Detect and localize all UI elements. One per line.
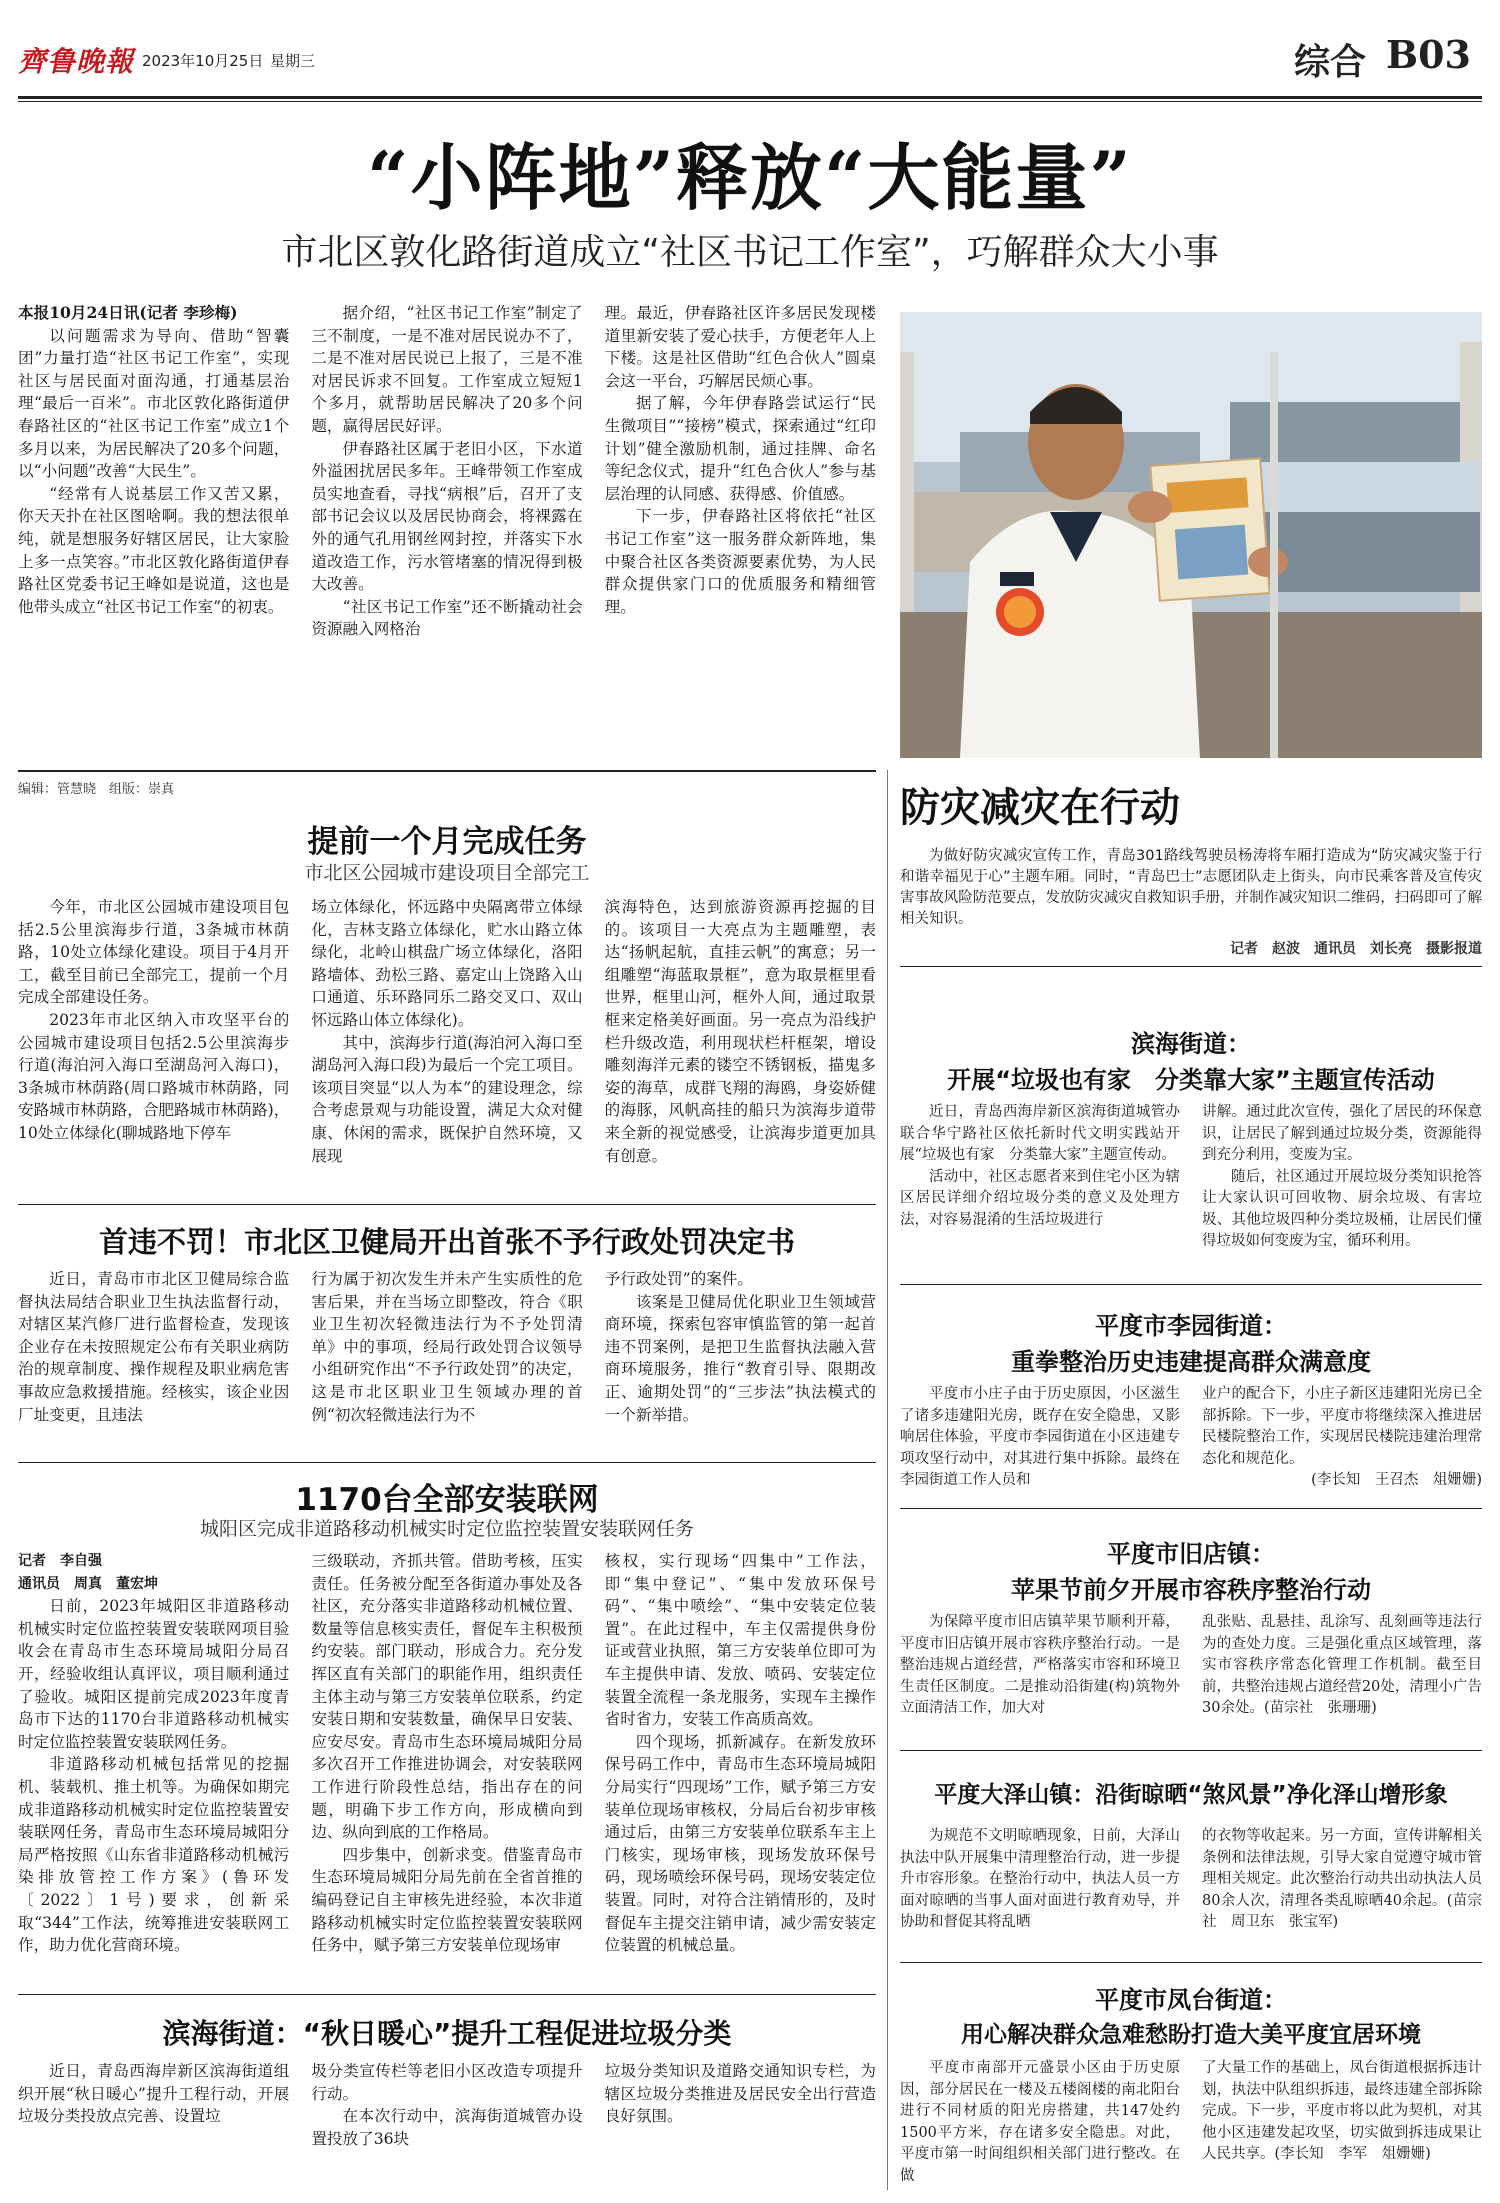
- a3-credit: 通讯员 周真 董宏坤: [18, 1575, 158, 1592]
- a2-paragraph: 行为属于初次发生并未产生实质性的危害后果，并在当场立即整改，符合《职业卫生初次轻微违法行为不予处罚清单》中的事项，经局行政处罚合议领导小组研究作出“不予行政处罚”的决定，这是市北区职业卫生领域办理的首例“初次轻微违法行为不: [311, 1270, 583, 1424]
- a8-paragraph: 为保障平度市旧店镇苹果节顺利开幕，平度市旧店镇开展市容秩序整治行动。一是整治违规占道经营，严格落实市容和环境卫生责任区制度。二是推动沿街建(构)筑物外立面清洁工作，加大对: [900, 1614, 1180, 1716]
- a2-paragraph: 予行政处罚”的案件。: [604, 1270, 753, 1288]
- a3-credit: 记者 李自强: [18, 1553, 102, 1569]
- a10-kicker: 平度市凤台街道：: [1095, 1986, 1287, 2014]
- lead-col-3: [605, 302, 876, 618]
- a3-paragraph: 核权，实行现场“四集中”工作法，即“集中登记”、“集中发放环保号码”、“集中喷绘”、“集中安装定位装置”。在此过程中，车主仅需提供身份证或营业执照，第三方安装单位即可为车主提供申请、发放、喷码、安装定位装置全流程一条龙服务，实现车主操作省时省力，安装工作高质高效。: [604, 1552, 876, 1729]
- lead-paragraph: 理。最近，伊春路社区许多居民发现楼道里新安装了爱心扶手，方便老年人上下楼。这是社区借助“红色合伙人”圆桌会这一平台，巧解居民烦心事。: [604, 304, 876, 390]
- a4-paragraph: 在本次行动中，滨海街道城管办设置投放了36块: [311, 2107, 583, 2148]
- a8-kicker: 平度市旧店镇：: [1107, 1540, 1275, 1568]
- lead-paragraph: 以问题需求为导向、借助“智囊团”力量打造“社区书记工作室”，实现社区与居民面对面沟通，打通基层治理“最后一百米”。市北区敦化路街道伊春路社区的“社区书记工作室”成立1个多月以来，为居民解决了20多个问题，以“小问题”改善“大民生”。: [18, 326, 290, 481]
- a3-paragraph: 四步集中，创新求变。借鉴青岛市生态环境局城阳分局先前在全省首推的编码登记自主审核先进经验，本次非道路移动机械实时定位监控装置安装联网任务中，赋予第三方安装单位现场审: [311, 1845, 583, 1955]
- lead-paragraph: 下一步，伊春路社区将依托“社区书记工作室”这一服务群众新阵地，集中聚合社区各类资源要素优势，为人民群众提供家门口的优质服务和精细管理。: [604, 507, 876, 616]
- a4-body: [18, 2060, 876, 2190]
- a7-col-1: [900, 1384, 1180, 1492]
- a2-col-3: [605, 1268, 876, 1426]
- a1-paragraph: 今年，市北区公园城市建设项目包括2.5公里滨海步行道，3条城市林荫路，10处立体绿化建设。项目于4月开工，截至目前已全部完工，提前一个月完成全部建设任务。: [18, 898, 290, 1007]
- a6-title: 开展“垃圾也有家 分类靠大家”主题宣传活动: [947, 1066, 1435, 1094]
- masthead: [18, 28, 1482, 98]
- a3-paragraph: 日前，2023年城阳区非道路移动机械实时定位监控装置安装联网项目验收会在青岛市生态环境局城阳分局召开，经验收组认真评议，项目顺利通过了验收。城阳区提前完成2023年度青岛市下达的1170台非道路移动机械实时定位监控装置安装联网任务。: [18, 1597, 290, 1751]
- a4-col-2: [311, 2060, 582, 2150]
- a5-caption: 为做好防灾减灾宣传工作，青岛301路线驾驶员杨涛将车厢打造成为“防灾减灾鉴于行 和谐幸福见于心”主题车厢。同时，“青岛巴士”志愿团队走上街头，向市民乘客普及宣传灾害事故风险防范要点，发放防灾减灾自救知识手册，并制作减灾知识二维码，扫码即可了解相关知识。: [900, 848, 1497, 927]
- a3-body: [18, 1550, 876, 1986]
- a6-col-1: [900, 1102, 1180, 1231]
- newspaper-logo: 齊鲁晚報: [18, 45, 135, 78]
- a10-col-1: [900, 2058, 1180, 2187]
- editor-credit: 编辑：管慧晓 组版：崇真: [18, 782, 175, 797]
- a3-col-3: [605, 1550, 876, 1957]
- a3-title: 1170台全部安装联网: [295, 1482, 599, 1518]
- lead-paragraph: “经常有人说基层工作又苦又累，你天天扑在社区图啥啊。我的想法很单纯，就是想服务好辖区居民，让大家脸上多一点笑容。”市北区敦化路街道伊春路社区党委书记王峰如是说道，这也是他带头成立“社区书记工作室”的初衷。: [18, 484, 290, 616]
- lead-subtitle: 市北区敦化路街道成立“社区书记工作室”，巧解群众大小事: [281, 232, 1219, 273]
- a3-paragraph: 三级联动，齐抓共管。借助考核，压实责任。任务被分配至各街道办事处及各社区，充分落实非道路移动机械位置、数量等信息核实责任，督促车主积极预约安装。部门联动，形成合力。充分发挥区直有关部门的职能作用，组织责任主体主动与第三方安装单位联系，约定安装日期和安装数量，确保早日安装、应安尽安。青岛市生态环境局城阳分局多次召开工作推进协调会，对安装联网工作进行阶段性总结，指出存在的问题，明确下步工作方向，形成横向到边、纵向到底的工作格局。: [311, 1552, 583, 1842]
- a4-paragraph: 近日，青岛西海岸新区滨海街道组织开展“秋日暖心”提升工程行动，开展垃圾分类投放点完善、设置垃: [18, 2062, 290, 2126]
- a1-subtitle: 市北区公园城市建设项目全部完工: [304, 862, 590, 884]
- a1-col-3: [605, 896, 876, 1167]
- a1-paragraph: 2023年市北区纳入市攻坚平台的公园城市建设项目包括2.5公里滨海步行道(海泊河入海口至湖岛河入海口)，3条城市林荫路(周口路城市林荫路，同安路城市林荫路，合肥路城市林荫路)，10处立体绿化(聊城路地下停车: [18, 1010, 290, 1142]
- a5-credit: 记者 赵波 通讯员 刘长亮 摄影报道: [1230, 941, 1482, 957]
- bus-photo-illustration: [900, 312, 1482, 758]
- a2-title: 首违不罚！市北区卫健局开出首张不予行政处罚决定书: [98, 1225, 795, 1259]
- issue-weekday: 星期三: [270, 52, 316, 70]
- a3-bottom-rule: [18, 1994, 876, 1995]
- a10-paragraph: 了大量工作的基础上，凤台街道根据拆违计划，执法中队组织拆违，最终违建全部拆除完成。下一步，平度市将以此为契机，对其他小区违建发起攻坚，切实做到拆违成果让人民共享。(李长知 李军 俎姗姗): [1202, 2060, 1482, 2162]
- a9-col-1: [900, 1826, 1180, 1934]
- a1-title: 提前一个月完成任务: [307, 824, 587, 860]
- a1-bottom-rule: [18, 1204, 876, 1205]
- a1-paragraph: 其中，滨海步行道(海泊河入海口至湖岛河入海口段)为最后一个完工项目。该项目突显“以人为本”的建设理念，综合考虑景观与功能设置，满足大众对健康、休闲的需求，既保护自然环境，又展现: [311, 1033, 583, 1165]
- a4-paragraph: 垃圾分类知识及道路交通知识专栏，为辖区垃圾分类推进及居民安全出行营造良好氛围。: [604, 2062, 876, 2126]
- lead-bottom-rule: [18, 770, 876, 772]
- a3-subtitle: 城阳区完成非道路移动机械实时定位监控装置安装联网任务: [199, 1518, 694, 1540]
- a7-kicker: 平度市李园街道：: [1095, 1312, 1287, 1340]
- masthead-rule: [18, 96, 1482, 99]
- a3-paragraph: 四个现场，抓新减存。在新发放环保号码工作中，青岛市生态环境局城阳分局实行“四现场”工作，赋予第三方安装单位现场审核权，分局后台初步审核通过后，由第三方安装单位联系车主上门核实，现场审核，现场发放环保号码，现场喷绘环保号码，现场安装定位装置。同时，对符合注销情形的，及时督促车主提交注销申请，减少需安装定位装置的机械总量。: [604, 1732, 876, 1955]
- a6-paragraph: 随后，社区通过开展垃圾分类知识抢答让大家认识可回收物、厨余垃圾、有害垃圾、其他垃圾四种分类垃圾桶，让居民们懂得垃圾如何变废为宝，循环利用。: [1202, 1168, 1482, 1249]
- a6-kicker: 滨海街道：: [1131, 1030, 1251, 1058]
- a8-col-2: [1202, 1612, 1482, 1720]
- a10-title: 用心解决群众急难愁盼打造大美平度宜居环境: [961, 2022, 1421, 2048]
- a2-paragraph: 该案是卫健局优化职业卫生领域营商环境，探索包容审慎监管的第一起首违不罚案例，是把卫生监督执法融入营商环境服务，推行“教育引导、限期改正、逾期处罚”的“三步法”执法模式的一个新举措。: [604, 1292, 876, 1424]
- lead-title: “小阵地”释放“大能量”: [367, 135, 1133, 220]
- a2-paragraph: 近日，青岛市市北区卫健局综合监督执法局结合职业卫生执法监督行动，对辖区某汽修厂进行监督检查，发现该企业存在未按照规定公布有关职业病防治的规章制度、操作规程及职业病危害事故应急救援措施。经核实，该企业因厂址变更，且违法: [18, 1270, 290, 1424]
- lead-paragraph: 伊春路社区属于老旧小区，下水道外溢困扰居民多年。王峰带领工作室成员实地查看，寻找“病根”后，召开了支部书记会议以及居民协商会，将裸露在外的通气孔用钢丝网封控，并落实下水道改造工作，污水管堵塞的情况得到极大改善。: [311, 439, 583, 594]
- a7-body: [900, 1384, 1482, 1488]
- lead-paragraph: 据了解，今年伊春路尝试运行“民生微项目”“接榜”模式，探索通过“红印计划”健全激励机制，通过挂牌、命名等纪念仪式，提升“红色合伙人”参与基层治理的认同感、获得感、价值感。: [604, 394, 876, 503]
- masthead-rule-thin: [18, 101, 1482, 102]
- a6-col-2: [1202, 1102, 1482, 1253]
- a2-bottom-rule: [18, 1462, 876, 1463]
- a3-paragraph: 非道路移动机械包括常见的挖掘机、装载机、推土机等。为确保如期完成非道路移动机械实时定位监控装置安装联网任务，青岛市生态环境局城阳分局严格按照《山东省非道路移动机械污染排放管控工作方案》(鲁环发〔2022〕1号)要求，创新采取“344”工作法，统筹推进安装联网工作，助力优化营商环境。: [18, 1755, 290, 1955]
- a9-body: [900, 1826, 1482, 1952]
- a1-body: [18, 896, 876, 1192]
- lead-paragraph: 据介绍，“社区书记工作室”制定了三不制度，一是不准对居民说办不了，二是不准对居民说已上报了，三是不准对居民诉求不回复。工作室成立短短1个多月，就帮助居民解决了20多个问题，赢得居民好评。: [311, 304, 583, 435]
- a4-paragraph: 圾分类宣传栏等老旧小区改造专项提升行动。: [311, 2062, 583, 2103]
- a2-body: [18, 1268, 876, 1456]
- a3-col-2: [311, 1550, 582, 1957]
- a2-col-1: [18, 1268, 289, 1426]
- a7-credit: (李长知 王召杰 俎姗姗): [1311, 1472, 1482, 1488]
- a7-bottom-rule: [900, 1508, 1482, 1509]
- a7-col-2: [1202, 1384, 1482, 1492]
- a9-paragraph: 为规范不文明晾晒现象，日前，大泽山执法中队开展集中清理整治行动，进一步提升市容形象。在整治行动中，执法人员一方面对晾晒的当事人面对面进行教育劝导，并协助和督促其将乱晒: [900, 1828, 1180, 1930]
- a2-col-2: [311, 1268, 582, 1426]
- issue-date: 2023年10月25日: [142, 52, 264, 70]
- a4-col-1: [18, 2060, 289, 2128]
- a7-paragraph: 业户的配合下，小庄子新区违建阳光房已全部拆除。下一步，平度市将继续深入推进居民楼院整治工作，实现居民楼院违建治理常态化和规范化。: [1202, 1386, 1482, 1467]
- a6-paragraph: 近日，青岛西海岸新区滨海街道城管办联合华宁路社区依托新时代文明实践站开展“垃圾也有家 分类靠大家”主题宣传动。: [900, 1104, 1180, 1163]
- a4-col-3: [605, 2060, 876, 2128]
- a9-col-2: [1202, 1826, 1482, 1934]
- a5-title: 防灾减灾在行动: [900, 784, 1180, 831]
- a10-paragraph: 平度市南部开元盛景小区由于历史原因，部分居民在一楼及五楼阁楼的南北阳台进行不同材质的阳光房搭建，共147处约1500平方米，存在诸多安全隐患。对此，平度市第一时间组织相关部门进行整改。在做: [900, 2060, 1180, 2184]
- a7-paragraph: 平度市小庄子由于历史原因，小区滋生了诸多违建阳光房，既存在安全隐患，又影响居住体验，平度市李园街道在小区违建专项攻坚行动中，对其进行集中拆除。最终在李园街道工作人员和: [900, 1386, 1180, 1488]
- a9-paragraph: 的衣物等收起来。另一方面，宣传讲解相关条例和法律法规，引导大家自觉遵守城市管理相关规定。此次整治行动共出动执法人员80余人次，清理各类乱晾晒40余起。(苗宗社 周卫东 张宝军): [1202, 1828, 1482, 1930]
- section-name: 综合: [1294, 41, 1367, 83]
- a8-col-1: [900, 1612, 1180, 1720]
- lead-col-2: [311, 302, 582, 641]
- a8-bottom-rule: [900, 1750, 1482, 1751]
- column-divider: [887, 770, 888, 2190]
- a1-paragraph: 场立体绿化，怀远路中央隔离带立体绿化，吉林支路立体绿化，贮水山路立体绿化，北岭山棋盘广场立体绿化，洛阳路墙体、劲松三路、嘉定山上饶路入山口通道、乐环路同乐二路交叉口、双山怀远路山体立体绿化)。: [311, 898, 583, 1029]
- a6-paragraph: 活动中，社区志愿者来到住宅小区为辖区居民详细介绍垃圾分类的意义及处理方法，对容易混淆的生活垃圾进行: [900, 1168, 1180, 1228]
- a8-paragraph: 乱张贴、乱悬挂、乱涂写、乱刻画等违法行为的查处力度。三是强化重点区域管理，落实市容秩序常态化管理工作机制。截至目前，共整治违规占道经营20处，清理小广告30余处。(苗宗社 张珊珊): [1202, 1614, 1482, 1716]
- a4-title: 滨海街道：“秋日暖心”提升工程促进垃圾分类: [162, 2017, 732, 2050]
- bus-photo: [900, 312, 1482, 758]
- page-number: B03: [1386, 32, 1471, 77]
- lead-body: [18, 302, 876, 758]
- a6-paragraph: 讲解。通过此次宣传，强化了居民的环保意识，让居民了解到通过垃圾分类，资源能得到充分利用，变废为宝。: [1202, 1104, 1482, 1163]
- a5-bottom-rule: [900, 966, 1482, 967]
- a1-paragraph: 滨海特色，达到旅游资源再挖掘的目的。该项目一大亮点为主题雕塑，表达“扬帆起航，直挂云帆”的寓意；另一组雕塑“海蓝取景框”，意为取景框里看世界，框里山河，框外人间，通过取景框来定格美好画面。另一亮点为沿线护栏升级改造，利用现状栏杆框架，增设雕刻海洋元素的镂空不锈钢板，描鬼多姿的海草，成群飞翔的海鸥，身姿娇健的海豚，风帆高挂的船只为滨海步道带来全新的视觉感受，让滨海步道更加具有创意。: [604, 898, 876, 1165]
- a8-title: 苹果节前夕开展市容秩序整治行动: [1011, 1576, 1371, 1604]
- a9-bottom-rule: [900, 1962, 1482, 1963]
- a9-title: 平度大泽山镇：沿街晾晒“煞风景”净化泽山增形象: [934, 1782, 1448, 1808]
- a6-body: [900, 1102, 1482, 1258]
- a1-col-2: [311, 896, 582, 1167]
- lead-col-1: [18, 302, 289, 618]
- a10-col-2: [1202, 2058, 1482, 2166]
- a10-body: [900, 2058, 1482, 2190]
- a6-bottom-rule: [900, 1284, 1482, 1285]
- a8-body: [900, 1612, 1482, 1738]
- a1-col-1: [18, 896, 289, 1145]
- a3-col-1: [18, 1550, 289, 1957]
- a7-title: 重拳整治历史违建提高群众满意度: [1011, 1348, 1371, 1376]
- lead-paragraph: “社区书记工作室”还不断撬动社会资源融入网格治: [311, 597, 583, 639]
- lead-byline: 本报10月24日讯(记者 李珍梅): [18, 303, 238, 322]
